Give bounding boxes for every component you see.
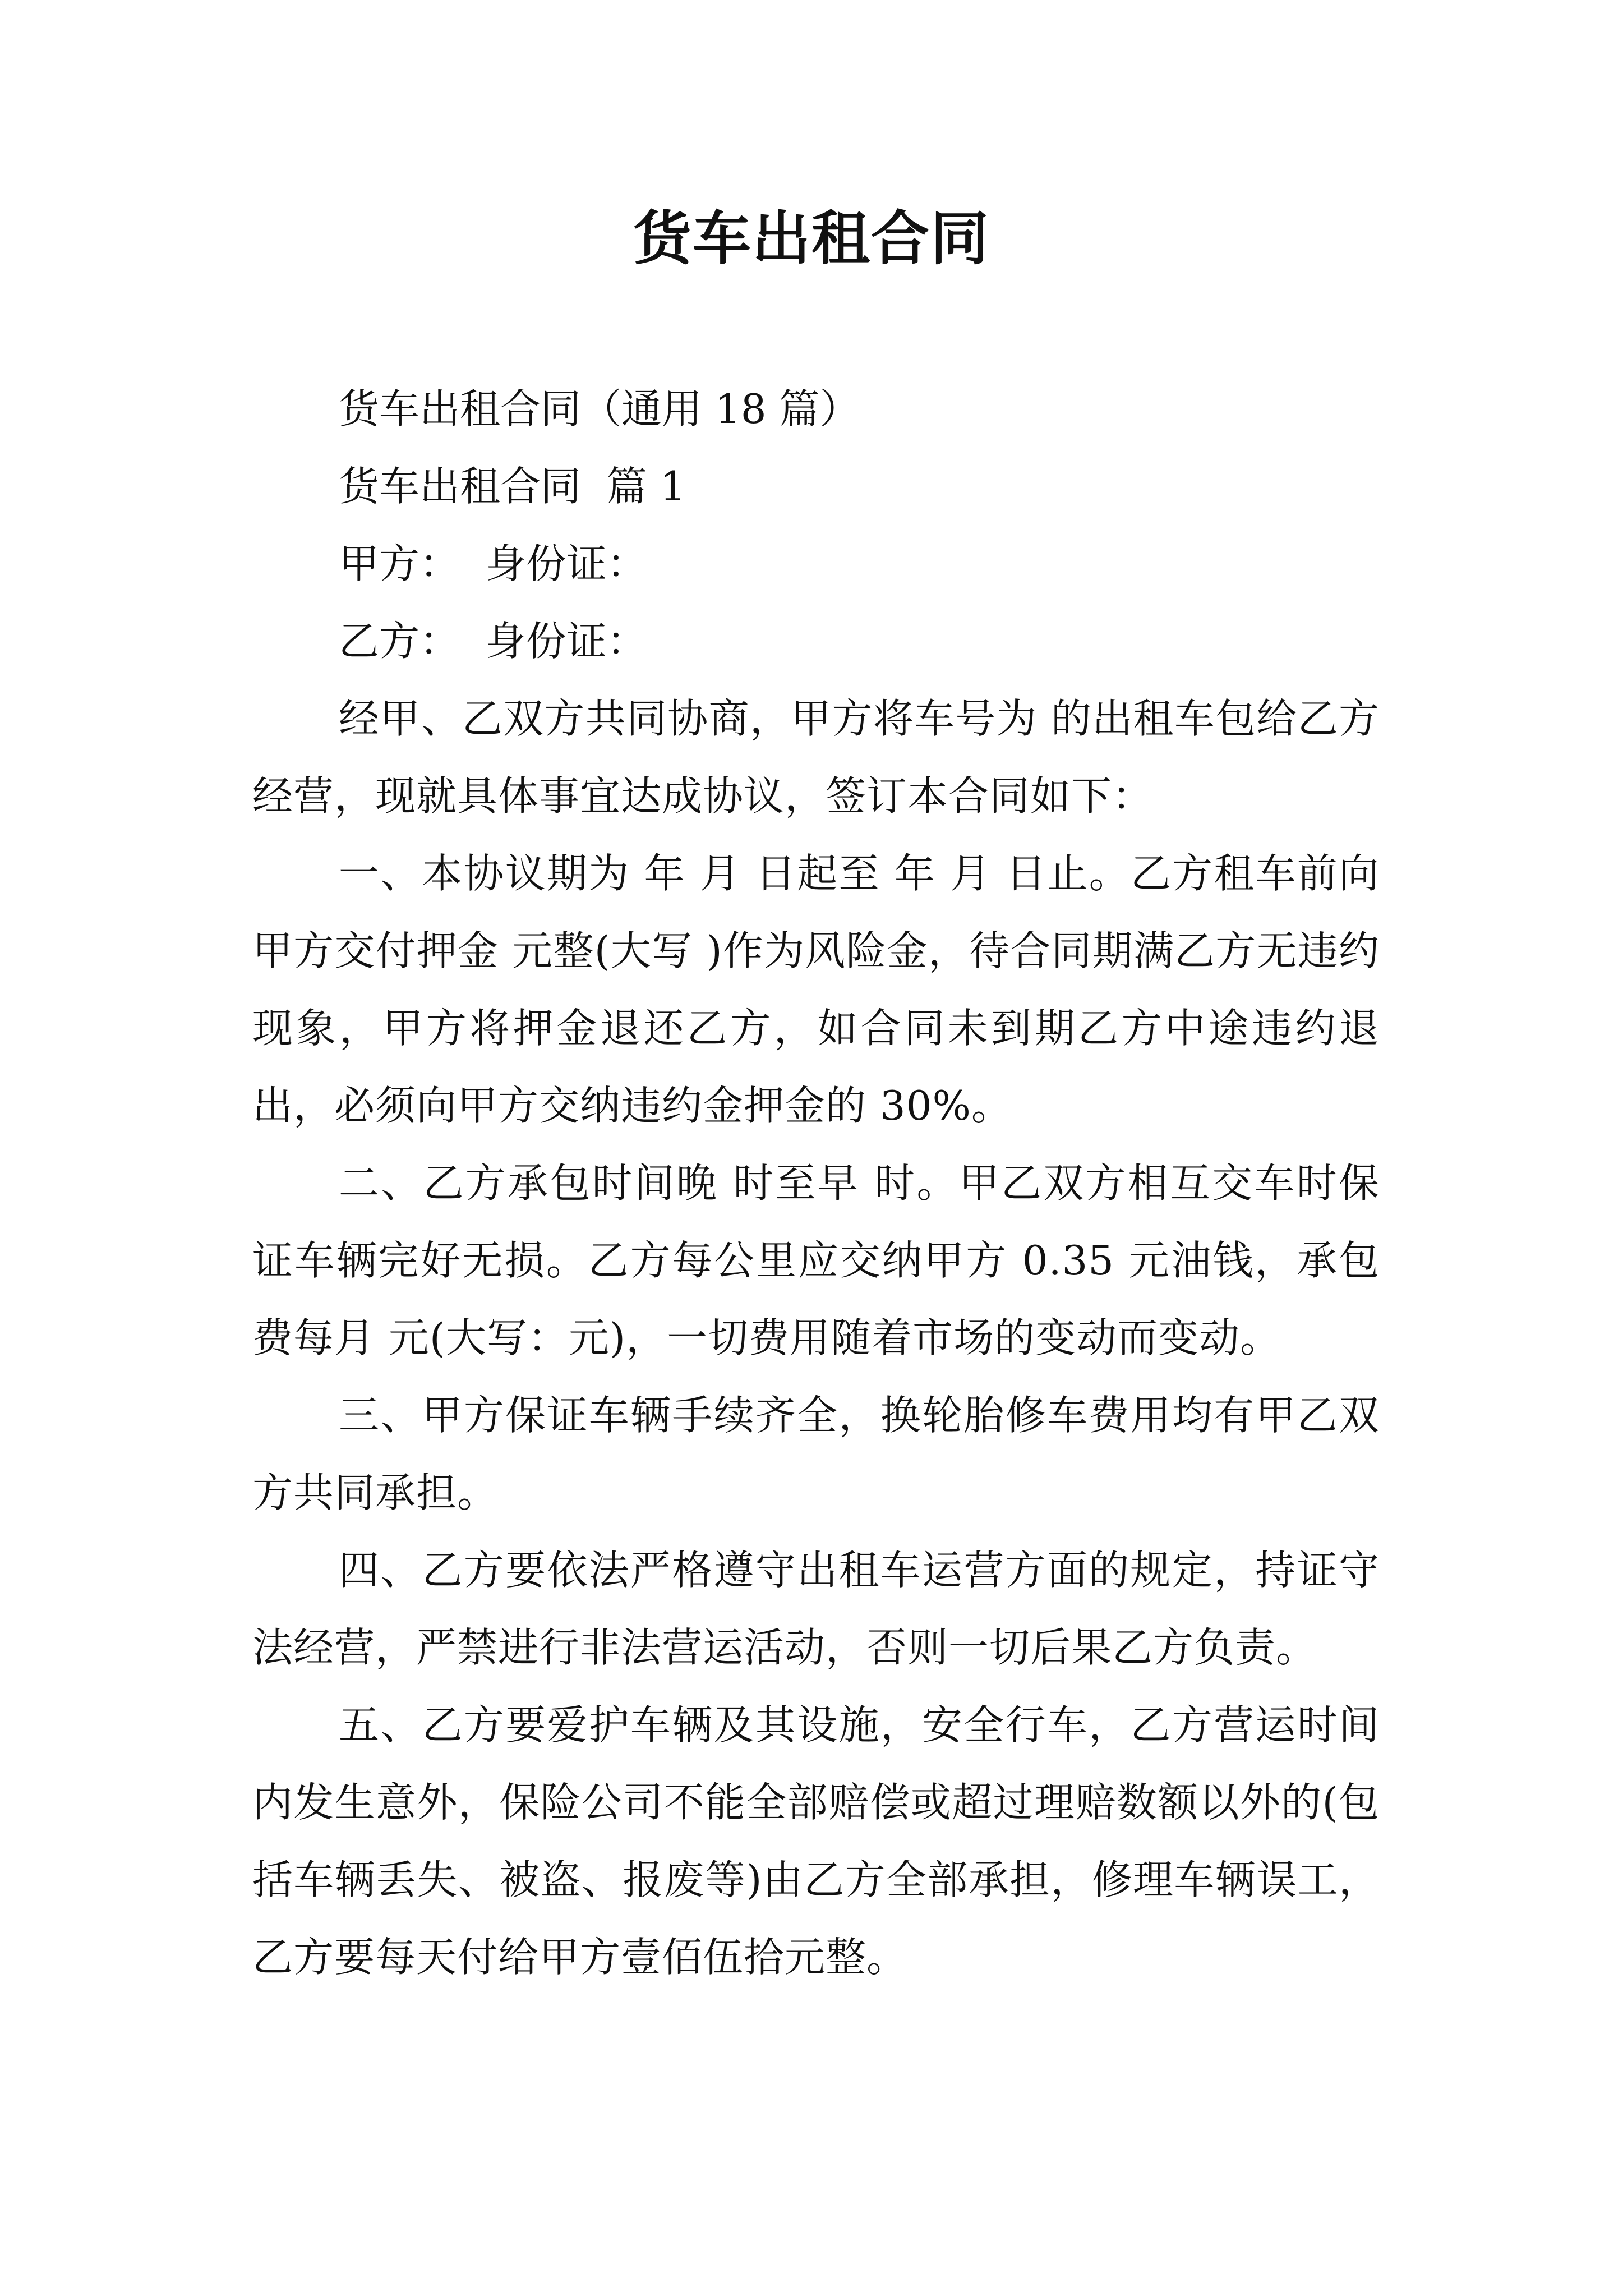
party-b-line: 乙方： 身份证： xyxy=(339,618,647,665)
paragraph-clause-5: 五、乙方要爱护车辆及其设施，安全行车，乙方营运时间内发生意外，保险公司不能全部赔偿或超过理赔数额以外的(包括车辆丢失、被盗、报废等)由乙方全部承担，修理车辆误工，乙方要每天付给甲方壹佰伍拾元整。 xyxy=(252,1701,1380,1981)
document-body xyxy=(252,370,1380,1996)
party-a-line: 甲方： 身份证： xyxy=(339,540,647,587)
paragraph-clause-3: 三、甲方保证车辆手续齐全，换轮胎修车费用均有甲乙双方共同承担。 xyxy=(252,1392,1380,1516)
paragraph-clause-1: 一、本协议期为 年 月 日起至 年 月 日止。乙方租车前向甲方交付押金 元整(大写 )作为风险金，待合同期满乙方无违约现象，甲方将押金退还乙方，如合同未到期乙方中途违约退出，必须向甲方交纳违约金押金的 30%。 xyxy=(252,850,1380,1129)
document-title: 货车出租合同 xyxy=(633,204,990,273)
paragraph-intro: 经甲、乙双方共同协商，甲方将车号为 的出租车包给乙方经营，现就具体事宜达成协议，签订本合同如下： xyxy=(252,695,1380,820)
section-heading: 货车出租合同 篇 1 xyxy=(339,463,686,510)
paragraph-clause-4: 四、乙方要依法严格遵守出租车运营方面的规定，持证守法经营，严禁进行非法营运活动，否则一切后果乙方负责。 xyxy=(252,1547,1380,1671)
document-subtitle: 货车出租合同（通用 18 篇） xyxy=(339,385,860,432)
paragraph-clause-2: 二、乙方承包时间晚 时至早 时。甲乙双方相互交车时保证车辆完好无损。乙方每公里应交纳甲方 0.35 元油钱，承包费每月 元(大写：元)，一切费用随着市场的变动而变动。 xyxy=(252,1159,1380,1361)
